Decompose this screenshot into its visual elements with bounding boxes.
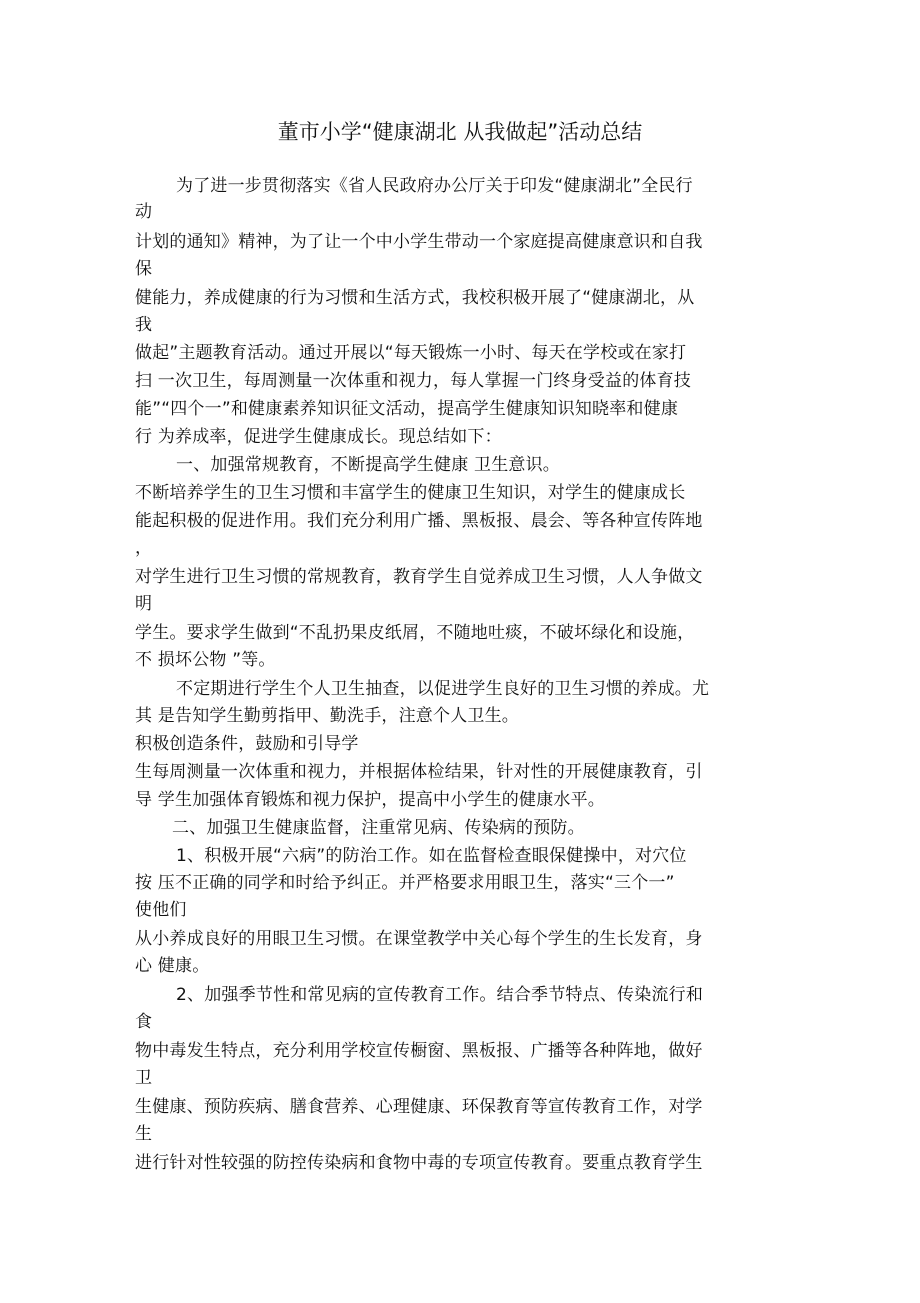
- text-line: 行 为养成率，促进学生健康成长。现总结如下：: [135, 427, 502, 447]
- section-heading: 一、加强常规教育，不断提高学生健康 卫生意识。: [176, 455, 561, 475]
- text-line: 不 损坏公物 ”等。: [135, 650, 276, 670]
- text-line: 从小养成良好的用眼卫生习惯。在课堂教学中关心每个学生的生长发育，身: [135, 929, 703, 949]
- text-line: 使他们: [135, 900, 187, 920]
- text-line: 进行针对性较强的防控传染病和食物中毒的专项宣传教育。要重点教育学生: [135, 1153, 703, 1173]
- text-line: 做起”主题教育活动。通过开展以“每天锻炼一小时、每天在学校或在家打: [135, 343, 687, 363]
- text-line: 生: [135, 1124, 153, 1144]
- text-line: ，: [135, 538, 153, 558]
- text-line: 我: [135, 315, 153, 335]
- text-line: 对学生进行卫生习惯的常规教育，教育学生自觉养成卫生习惯，人人争做文: [135, 567, 703, 587]
- text-line: 不断培养学生的卫生习惯和丰富学生的健康卫生知识，对学生的健康成长: [135, 483, 686, 503]
- text-line: 导 学生加强体育锻炼和视力保护，提高中小学生的健康水平。: [135, 790, 606, 810]
- text-line: 能”“四个一”和健康素养知识征文活动，提高学生健康知识知晓率和健康: [135, 399, 679, 419]
- text-line: 积极创造条件，鼓励和引导学: [135, 734, 359, 754]
- text-line: 1、积极开展“六病”的防治工作。如在监督检查眼保健操中，对穴位: [176, 846, 687, 866]
- text-line: 扫 一次卫生，每周测量一次体重和视力，每人掌握一门终身受益的体育技: [135, 371, 692, 391]
- text-line: 按 压不正确的同学和时给予纠正。并严格要求用眼卫生，落实“三个一”: [135, 873, 675, 893]
- text-line: 2、加强季节性和常见病的宣传教育工作。结合季节特点、传染流行和: [176, 985, 704, 1005]
- text-line: 健能力，养成健康的行为习惯和生活方式，我校积极开展了“健康湖北，从: [135, 288, 695, 308]
- text-line: 动: [135, 202, 153, 222]
- section-heading: 二、加强卫生健康监督，注重常见病、传染病的预防。: [172, 818, 585, 838]
- text-line: 能起积极的促进作用。我们充分利用广播、黑板报、晨会、等各种宣传阵地: [135, 511, 703, 531]
- text-line: 心 健康。: [135, 956, 210, 976]
- text-line: 保: [135, 259, 153, 279]
- document-title: 董市小学“健康湖北 从我做起”活动总结: [277, 120, 643, 144]
- text-line: 物中毒发生特点，充分利用学校宣传橱窗、黑板报、广播等各种阵地，做好: [135, 1041, 703, 1061]
- text-line: 计划的通知》精神，为了让一个中小学生带动一个家庭提高健康意识和自我: [135, 232, 703, 252]
- text-line: 学生。要求学生做到“不乱扔果皮纸屑，不随地吐痰，不破坏绿化和设施，: [135, 623, 695, 643]
- text-line: 不定期进行学生个人卫生抽查，以促进学生良好的卫生习惯的养成。尤: [176, 679, 710, 699]
- text-line: 其 是告知学生勤剪指甲、勤洗手，注意个人卫生。: [135, 706, 520, 726]
- text-line: 卫: [135, 1068, 153, 1088]
- text-line: 明: [135, 594, 153, 614]
- text-line: 为了进一步贯彻落实《省人民政府办公厅关于印发“健康湖北”全民行: [176, 176, 693, 196]
- text-line: 食: [135, 1012, 153, 1032]
- text-line: 生每周测量一次体重和视力，并根据体检结果，针对性的开展健康教育，引: [135, 762, 703, 782]
- text-line: 生健康、预防疾病、膳食营养、心理健康、环保教育等宣传教育工作，对学: [135, 1097, 703, 1117]
